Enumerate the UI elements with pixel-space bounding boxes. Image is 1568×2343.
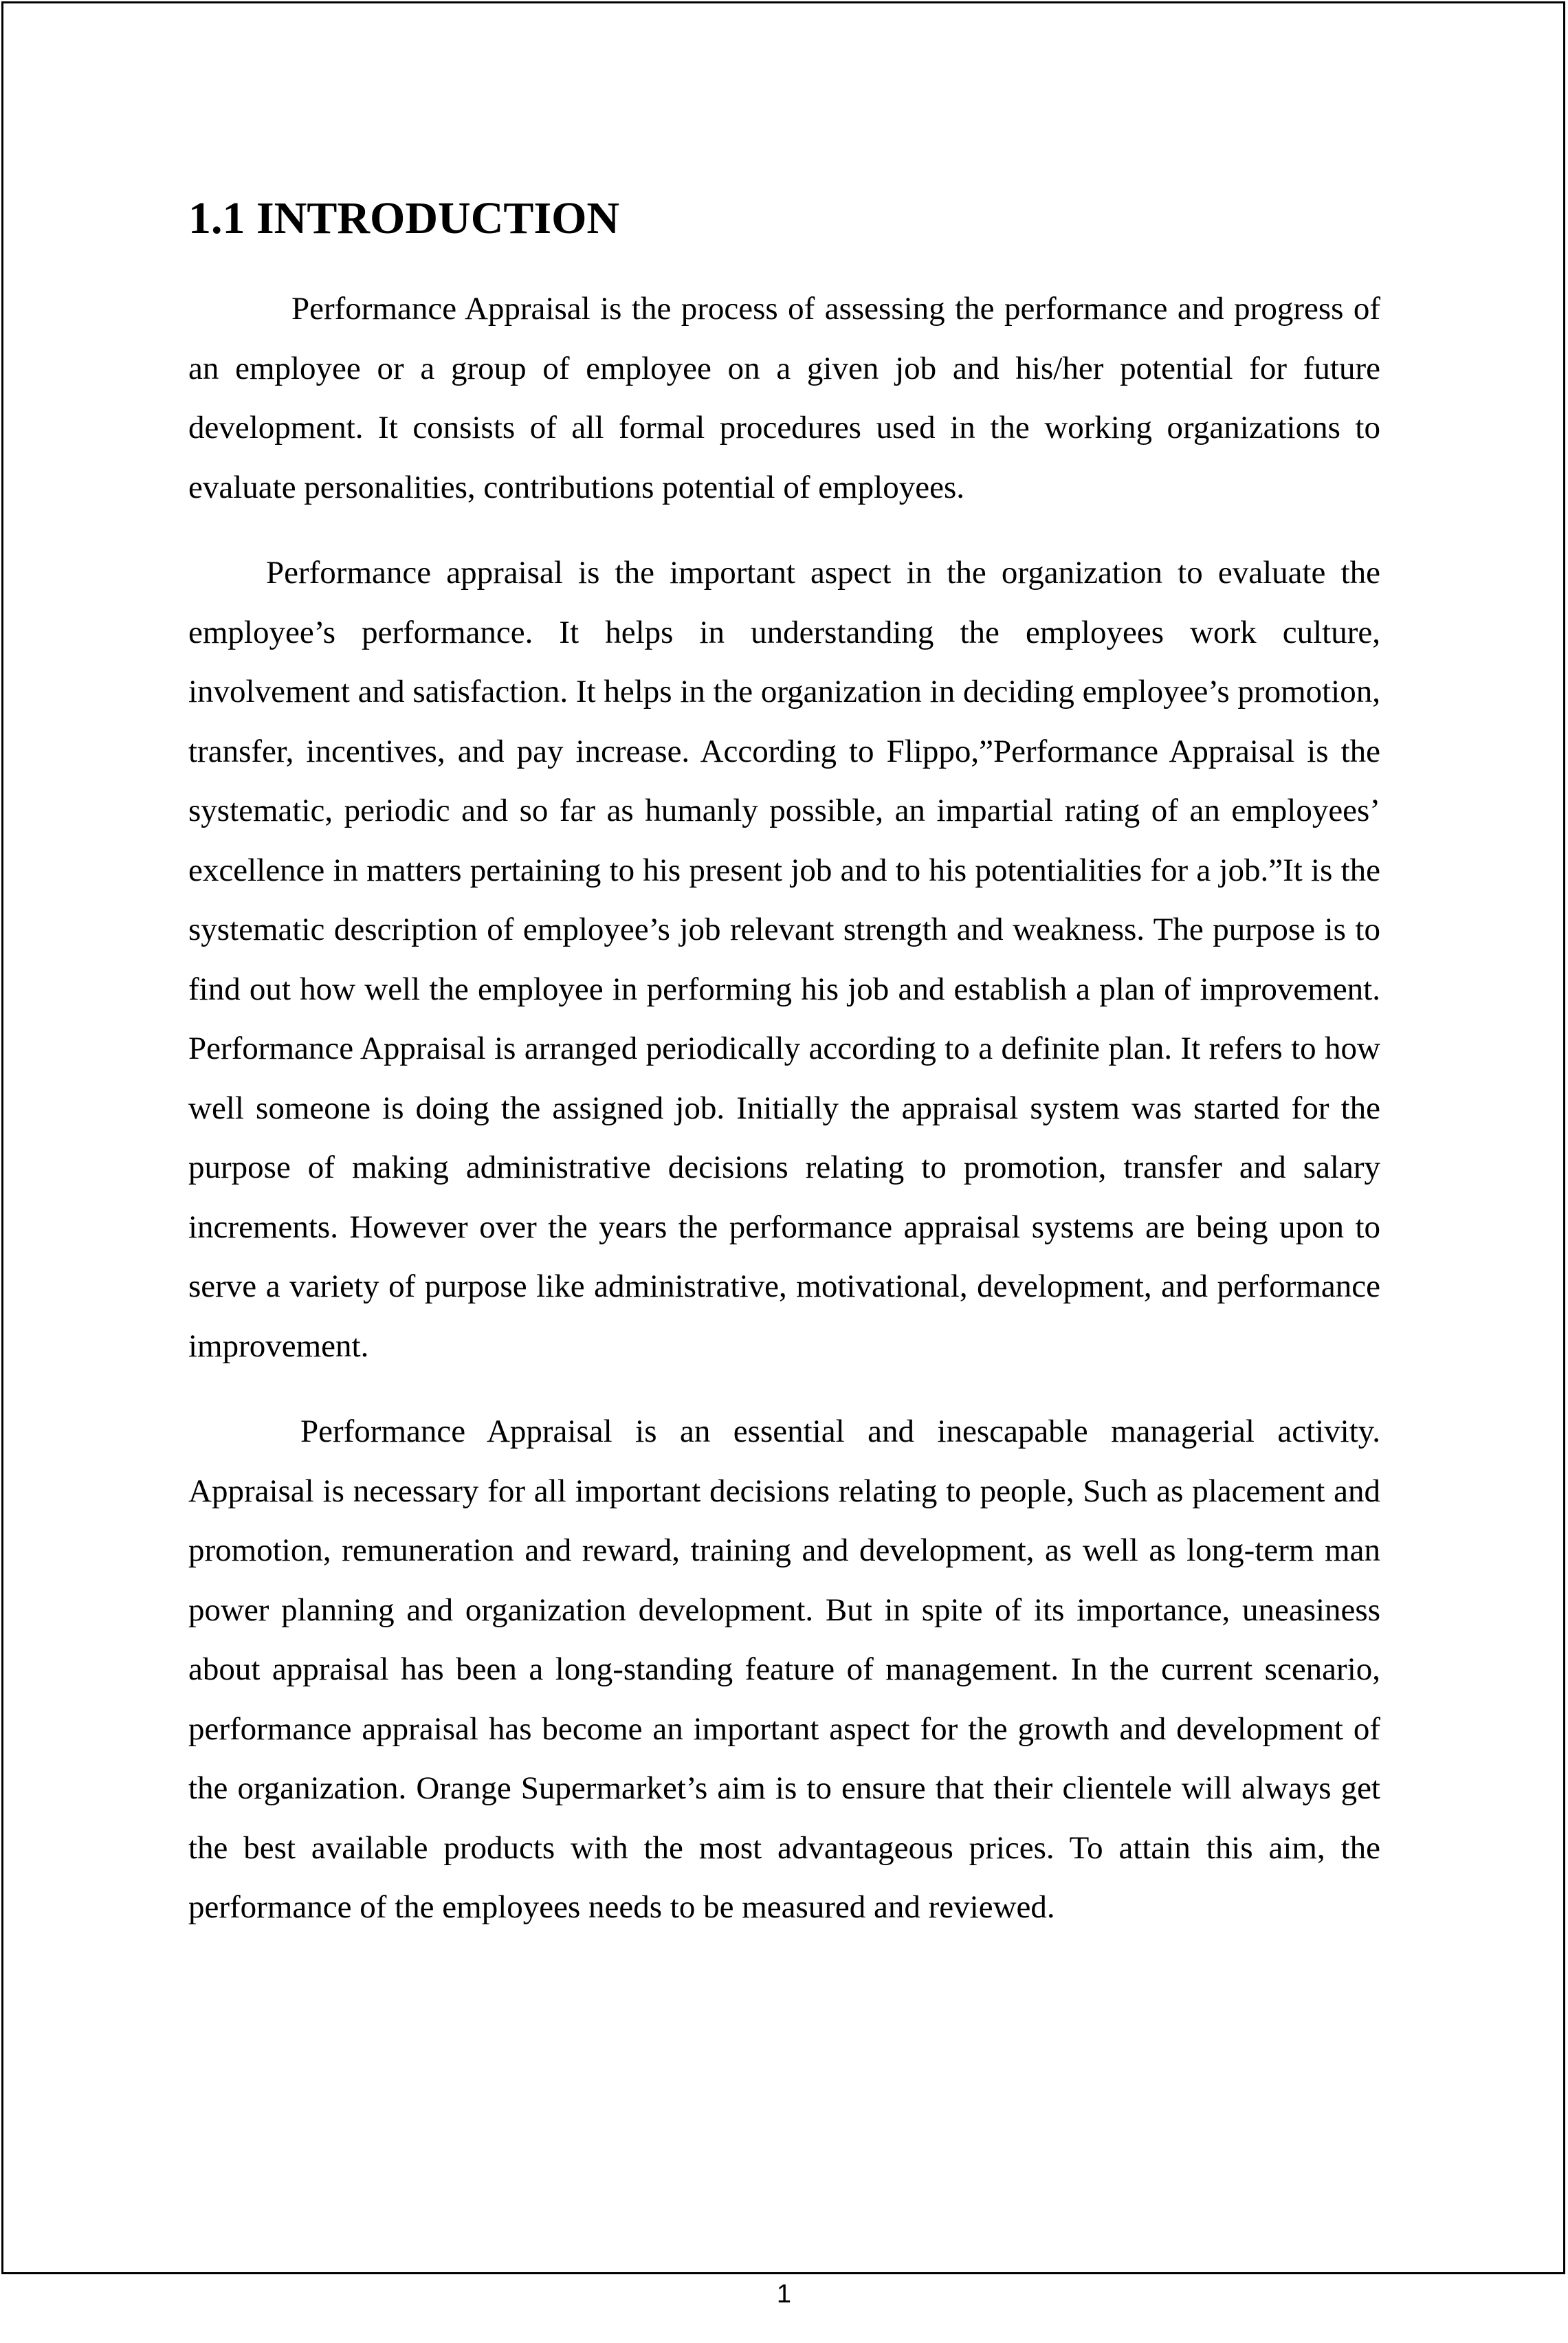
paragraph-1: Performance Appraisal is the process of assessing the performance and progress of an employee or a group of employee on a given job and his/her potential for future development. It consists of all formal procedures used in the working organizations to evaluate personalities, contributions potential of employees. [188,291,1380,505]
page-number: 1 [776,2280,792,2309]
paragraph-3: Performance Appraisal is an essential and inescapable managerial activity. Appraisal is necessary for all important decisions relating to people, Such as placement and promotion, remuneration and reward, training and development, as well as long-term man power planning and organization development. But in spite of its importance, uneasiness about appraisal has been a long-standing feature of management. In the current scenario, performance appraisal has become an important aspect for the growth and development of the organization. Orange Supermarket’s aim is to ensure that their clientele will always get the best available products with the most advantageous prices. To attain this aim, the performance of the employees needs to be measured and reviewed. [188,1414,1380,1925]
paragraph-2: Performance appraisal is the important aspect in the organization to evaluate the employee’s performance. It helps in understanding the employees work culture, involvement and satisfaction. It helps in the organization in deciding employee’s promotion, transfer, incentives, and pay increase. According to Flippo,”Performance Appraisal is the systematic, periodic and so far as humanly possible, an impartial rating of an employees’ excellence in matters pertaining to his present job and to his potentialities for a job.”It is the systematic description of employee’s job relevant strength and weakness. The purpose is to find out how well the employee in performing his job and establish a plan of improvement. Performance Appraisal is arranged periodically according to a definite plan. It refers to how well someone is doing the assigned job. Initially the appraisal system was started for the purpose of making administrative decisions relating to promotion, transfer and salary increments. However over the years the performance appraisal systems are being upon to serve a variety of purpose like administrative, motivational, development, and performance improvement. [188,555,1380,1364]
document-body [188,186,1380,1964]
section-heading: 1.1 INTRODUCTION [188,193,620,243]
